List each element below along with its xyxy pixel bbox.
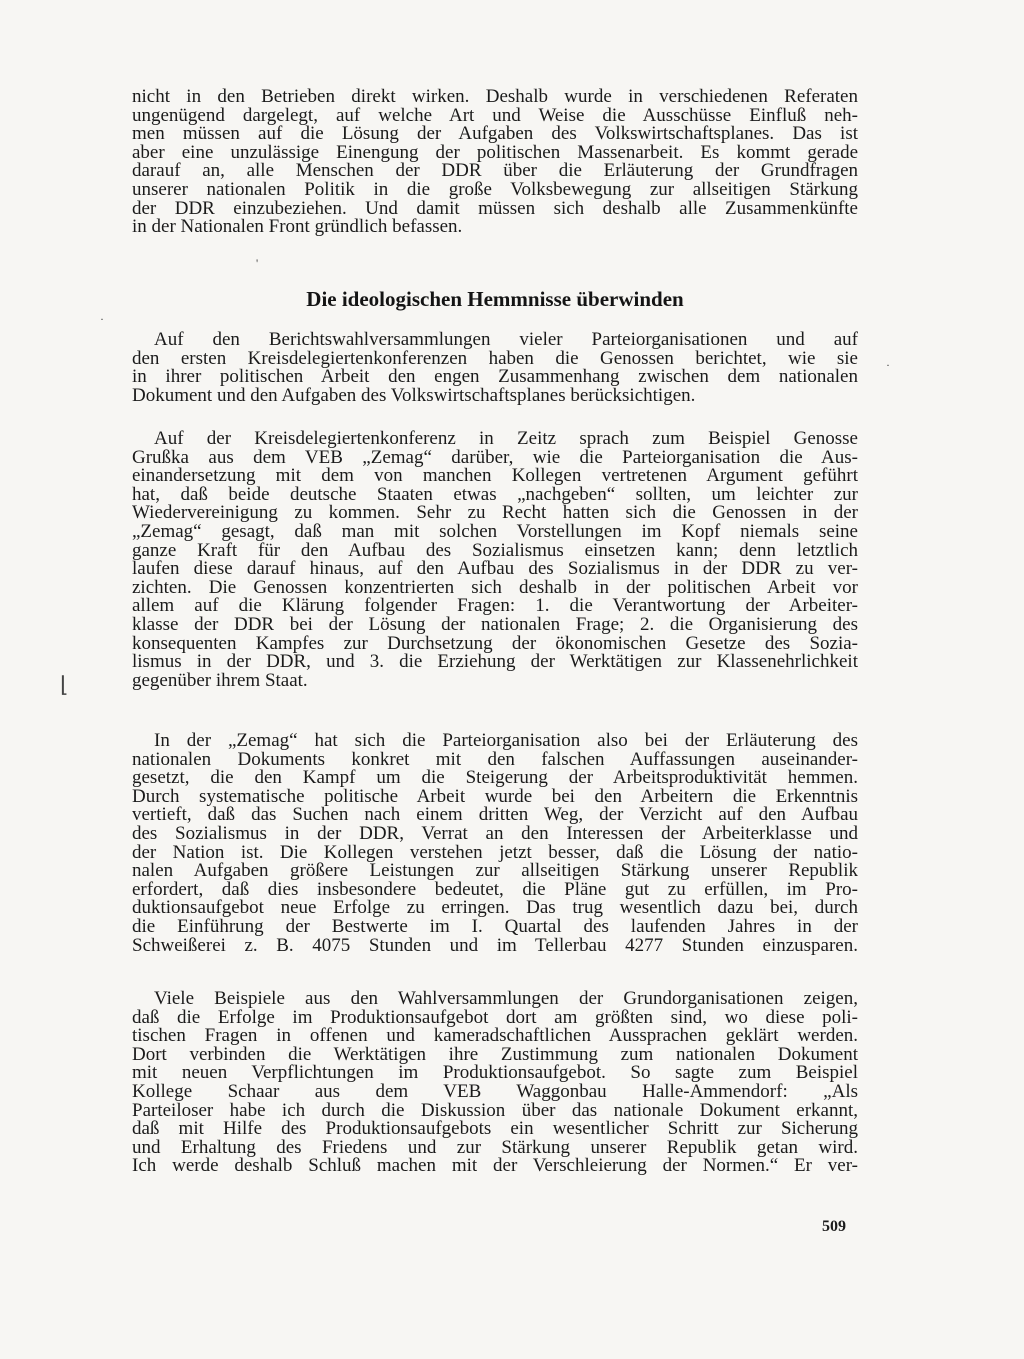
margin-mark: · xyxy=(886,358,890,372)
text-line: lismus in der DDR, und 3. die Erziehung der Werktätigen zur Klassenehrlichkeit xyxy=(132,651,858,673)
text-line: Viele Beispiele aus den Wahlversammlungen der Grundorganisationen zeigen, xyxy=(154,988,858,1009)
text-line: der Nation ist. Die Kollegen verstehen jetzt besser, daß die Lösung der natio- xyxy=(132,841,858,863)
text-line: Kollege Schaar aus dem VEB Waggonbau Halle-Ammendorf: „Als xyxy=(132,1080,858,1102)
text-line: den ersten Kreisdelegiertenkonferenzen haben die Genossen berichtet, wie sie xyxy=(132,347,858,369)
paragraph-4 xyxy=(132,732,858,955)
section-heading: Die ideologischen Hemmnisse überwinden xyxy=(306,287,684,311)
text-line: ganze Kraft für den Aufbau des Sozialismus einsetzen kann; denn letztlich xyxy=(132,539,858,561)
paragraph-2 xyxy=(132,331,858,405)
page-number: 509 xyxy=(822,1218,846,1235)
text-line: mit neuen Verpflichtungen im Produktionsaufgebot. So sagte zum Beispiel xyxy=(132,1062,858,1084)
text-line: Grußka aus dem VEB „Zemag“ darüber, wie die Parteiorganisation die Aus- xyxy=(132,446,858,468)
text-line: aber eine unzulässige Einengung der politischen Massenarbeit. Es kommt gerade xyxy=(132,141,858,163)
text-line: erfordert, daß dies insbesondere bedeutet, die Pläne gut zu erfüllen, im Pro- xyxy=(132,878,858,900)
text-line: ungenügend dargelegt, auf welche Art und Weise die Ausschüsse Einfluß neh- xyxy=(132,104,858,126)
paragraph-1 xyxy=(132,88,858,237)
text-line: nationalen Dokuments konkret mit den falschen Auffassungen auseinander- xyxy=(132,748,858,770)
text-line: einandersetzung mit dem von manchen Kollegen vertretenen Argument geführt xyxy=(132,465,858,487)
text-line: in ihrer politischen Arbeit den engen Zusammenhang zwischen dem nationalen xyxy=(132,366,858,388)
text-line: nalen Aufgaben größere Leistungen zur allseitigen Stärkung unserer Republik xyxy=(132,860,858,882)
text-line: und Erhaltung des Friedens und zur Stärkung unserer Republik getan wird. xyxy=(132,1136,858,1158)
text-line: gegenüber ihrem Staat. xyxy=(132,669,308,691)
text-line: darauf an, alle Menschen der DDR über die Erläuterung der Grundfragen xyxy=(132,160,858,182)
margin-mark: ⌊ xyxy=(60,672,69,697)
text-line: In der „Zemag“ hat sich die Parteiorganisation also bei der Erläuterung des xyxy=(154,730,858,751)
text-line: Auf den Berichtswahlversammlungen vieler Parteiorganisationen und auf xyxy=(154,329,858,350)
text-line: „Zemag“ gesagt, daß man mit solchen Vorstellungen im Kopf niemals seine xyxy=(132,520,858,542)
text-line: in der Nationalen Front gründlich befassen. xyxy=(132,216,463,238)
text-line: der DDR einzubeziehen. Und damit müssen sich deshalb alle Zusammenkünfte xyxy=(132,197,858,219)
text-line: daß mit Hilfe des Produktionsaufgebots ein wesentlicher Schritt zur Sicherung xyxy=(132,1118,858,1140)
text-line: die Einführung der Bestwerte im I. Quartal des laufenden Jahres in der xyxy=(132,915,858,937)
text-line: konsequenten Kampfes zur Durchsetzung der ökonomischen Gesetze des Sozia- xyxy=(132,632,858,654)
paragraph-5 xyxy=(132,990,858,1176)
text-line: Auf der Kreisdelegiertenkonferenz in Zeitz sprach zum Beispiel Genosse xyxy=(154,428,858,449)
text-line: laufen diese darauf hinaus, auf den Aufbau des Sozialismus in der DDR zu ver- xyxy=(132,558,858,580)
text-line: Dort verbinden die Werktätigen ihre Zustimmung zum nationalen Dokument xyxy=(132,1043,858,1065)
text-line: Schweißerei z. B. 4075 Stunden und im Tellerbau 4277 Stunden einzusparen. xyxy=(132,934,858,956)
text-line: gesetzt, die den Kampf um die Steigerung der Arbeitsproduktivität hemmen. xyxy=(132,767,858,789)
text-line: duktionsaufgebot neue Erfolge zu erringen. Das trug wesentlich dazu bei, durch xyxy=(132,897,858,919)
text-line: allem auf die Klärung folgender Fragen: 1. die Verantwortung der Arbeiter- xyxy=(132,595,858,617)
text-line: nicht in den Betrieben direkt wirken. Deshalb wurde in verschiedenen Referaten xyxy=(132,86,858,107)
text-line: Dokument und den Aufgaben des Volkswirtschaftsplanes berücksichtigen. xyxy=(132,384,696,406)
text-line: des Sozialismus in der DDR, Verrat an den Interessen der Arbeiterklasse und xyxy=(132,822,858,844)
text-line: Wiedervereinigung zu kommen. Sehr zu Recht hatten sich die Genossen in der xyxy=(132,502,858,524)
text-line: Parteiloser habe ich durch die Diskussion über das nationale Dokument erkannt, xyxy=(132,1099,858,1121)
text-line: unserer nationalen Politik in die große Volksbewegung zur allseitigen Stärkung xyxy=(132,178,858,200)
margin-mark: · xyxy=(100,312,104,326)
margin-mark: ' xyxy=(256,256,259,270)
text-line: hat, daß beide deutsche Staaten etwas „nachgeben“ sollten, um leichter zur xyxy=(132,483,858,505)
text-line: klasse der DDR bei der Lösung der nationalen Frage; 2. die Organisierung des xyxy=(132,613,858,635)
text-line: vertieft, daß das Suchen nach einem dritten Weg, der Verzicht auf den Aufbau xyxy=(132,804,858,826)
text-line: tischen Fragen in offenen und kameradschaftlichen Aussprachen geklärt werden. xyxy=(132,1025,858,1047)
text-line: daß die Erfolge im Produktionsaufgebot dort am größten sind, wo diese poli- xyxy=(132,1006,858,1028)
text-line: men müssen auf die Lösung der Aufgaben des Volkswirtschaftsplanes. Das ist xyxy=(132,123,858,145)
text-line: Durch systematische politische Arbeit wurde bei den Arbeitern die Erkenntnis xyxy=(132,785,858,807)
paragraph-3 xyxy=(132,430,858,690)
text-line: Ich werde deshalb Schluß machen mit der Verschleierung der Normen.“ Er ver- xyxy=(132,1155,858,1177)
text-line: zichten. Die Genossen konzentrierten sich deshalb in der politischen Arbeit vor xyxy=(132,576,858,598)
